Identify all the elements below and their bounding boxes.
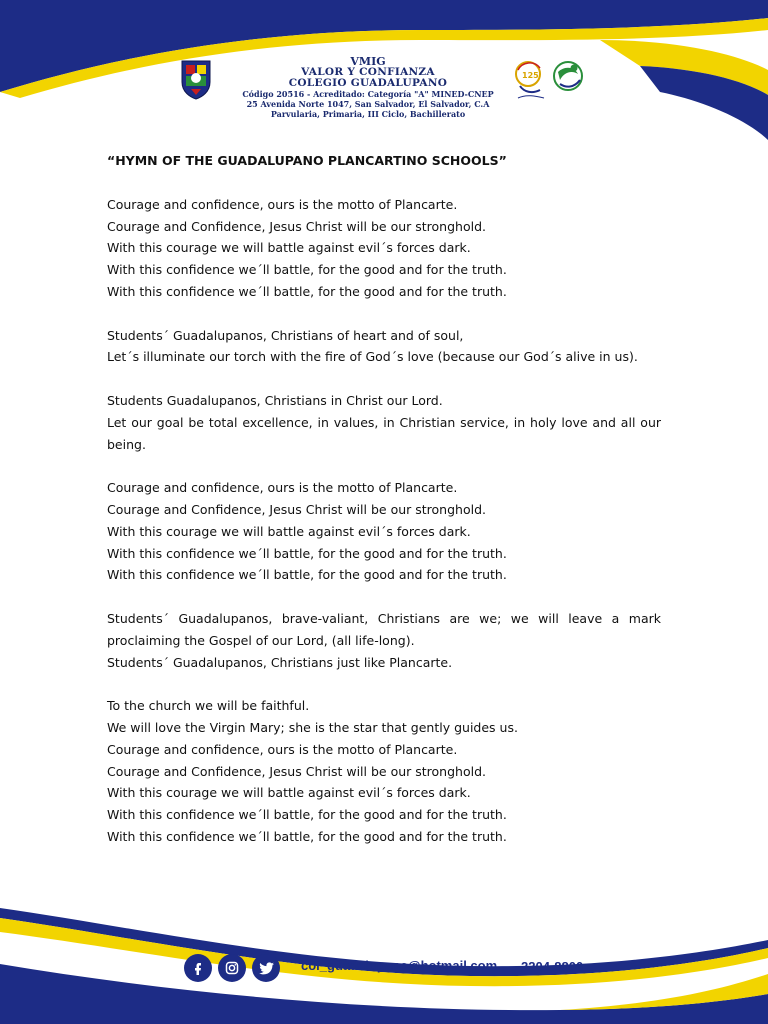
anniversary-logo bbox=[516, 62, 544, 98]
hymn-line: With this courage we will battle against evil´s forces dark. bbox=[107, 785, 471, 801]
contact-email[interactable]: col_guadalupano@hotmail.com bbox=[301, 958, 498, 973]
instagram-link[interactable] bbox=[218, 954, 246, 982]
hymn-line: With this confidence we´ll battle, for the good and for the truth. bbox=[107, 545, 507, 561]
hymn-line: With this confidence we´ll battle, for the good and for the truth. bbox=[107, 807, 507, 823]
hymn-line: With this confidence we´ll battle, for the good and for the truth. bbox=[107, 828, 507, 844]
hymn-line: We will love the Virgin Mary; she is the star that gently guides us. bbox=[107, 719, 518, 735]
hymn-stanza bbox=[107, 194, 661, 303]
hymn-line: Students Guadalupanos, Christians in Christ our Lord. bbox=[107, 392, 443, 408]
twitter-link[interactable] bbox=[252, 954, 280, 982]
school-acronym: VMIG bbox=[350, 55, 386, 68]
hymn-title: “HYMN OF THE GUADALUPANO PLANCARTINO SCHOOLS” bbox=[107, 153, 507, 168]
hymn-line: Courage and confidence, ours is the motto of Plancarte. bbox=[107, 196, 458, 212]
hymn-line: Courage and Confidence, Jesus Christ will be our stronghold. bbox=[107, 763, 486, 779]
hymn-line: Students´ Guadalupanos, brave-valiant, Christians are we; we will leave a mark proclaiming the Gospel of our Lord, (all life-long). bbox=[107, 610, 661, 648]
hymn-document bbox=[107, 150, 661, 870]
hymn-line: With this confidence we´ll battle, for the good and for the truth. bbox=[107, 262, 507, 278]
instagram-icon bbox=[225, 961, 239, 975]
school-name: COLEGIO GUADALUPANO bbox=[288, 77, 448, 89]
hymn-stanza bbox=[107, 325, 661, 369]
partner-globe-logo bbox=[554, 62, 582, 90]
hymn-line: Courage and confidence, ours is the motto of Plancarte. bbox=[107, 741, 458, 757]
hymn-stanza bbox=[107, 477, 661, 586]
school-code-line: Código 20516 - Acreditado: Categoría "A" MINED-CNEP bbox=[242, 89, 494, 99]
facebook-link[interactable] bbox=[184, 954, 212, 982]
facebook-icon bbox=[191, 961, 205, 975]
school-address-line: 25 Avenida Norte 1047, San Salvador, El Salvador, C.A bbox=[246, 99, 490, 109]
hymn-stanza bbox=[107, 608, 661, 673]
hymn-line: Students´ Guadalupanos, Christians of heart and of soul, bbox=[107, 327, 464, 343]
hymn-line: Let´s illuminate our torch with the fire of God´s love (because our God´s alive in us). bbox=[107, 349, 638, 365]
hymn-line: With this confidence we´ll battle, for the good and for the truth. bbox=[107, 283, 507, 299]
hymn-stanza bbox=[107, 695, 661, 848]
hymn-line: Students´ Guadalupanos, Christians just like Plancarte. bbox=[107, 654, 453, 670]
hymn-line: With this courage we will battle against evil´s forces dark. bbox=[107, 240, 471, 256]
hymn-line: With this courage we will battle against evil´s forces dark. bbox=[107, 523, 471, 539]
hymn-line: Let our goal be total excellence, in values, in Christian service, in holy love and all our being. bbox=[107, 414, 661, 452]
school-shield-logo bbox=[180, 58, 212, 100]
svg-text:125: 125 bbox=[522, 71, 539, 80]
school-levels-line: Parvularia, Primaria, III Ciclo, Bachillerato bbox=[270, 109, 466, 119]
hymn-line: Courage and confidence, ours is the motto of Plancarte. bbox=[107, 480, 458, 496]
school-header-info bbox=[228, 56, 508, 119]
twitter-icon bbox=[259, 962, 274, 975]
hymn-stanza bbox=[107, 390, 661, 455]
hymn-line: To the church we will be faithful. bbox=[107, 698, 310, 714]
school-motto: VALOR Y CONFIANZA bbox=[301, 66, 435, 78]
hymn-stanzas bbox=[107, 194, 661, 848]
hymn-line: With this confidence we´ll battle, for the good and for the truth. bbox=[107, 567, 507, 583]
anniversary-and-partner-logos bbox=[514, 58, 586, 102]
hymn-line: Courage and Confidence, Jesus Christ will be our stronghold. bbox=[107, 218, 486, 234]
contact-phone: 2204-8800 bbox=[521, 959, 584, 974]
hymn-line: Courage and Confidence, Jesus Christ will be our stronghold. bbox=[107, 501, 486, 517]
